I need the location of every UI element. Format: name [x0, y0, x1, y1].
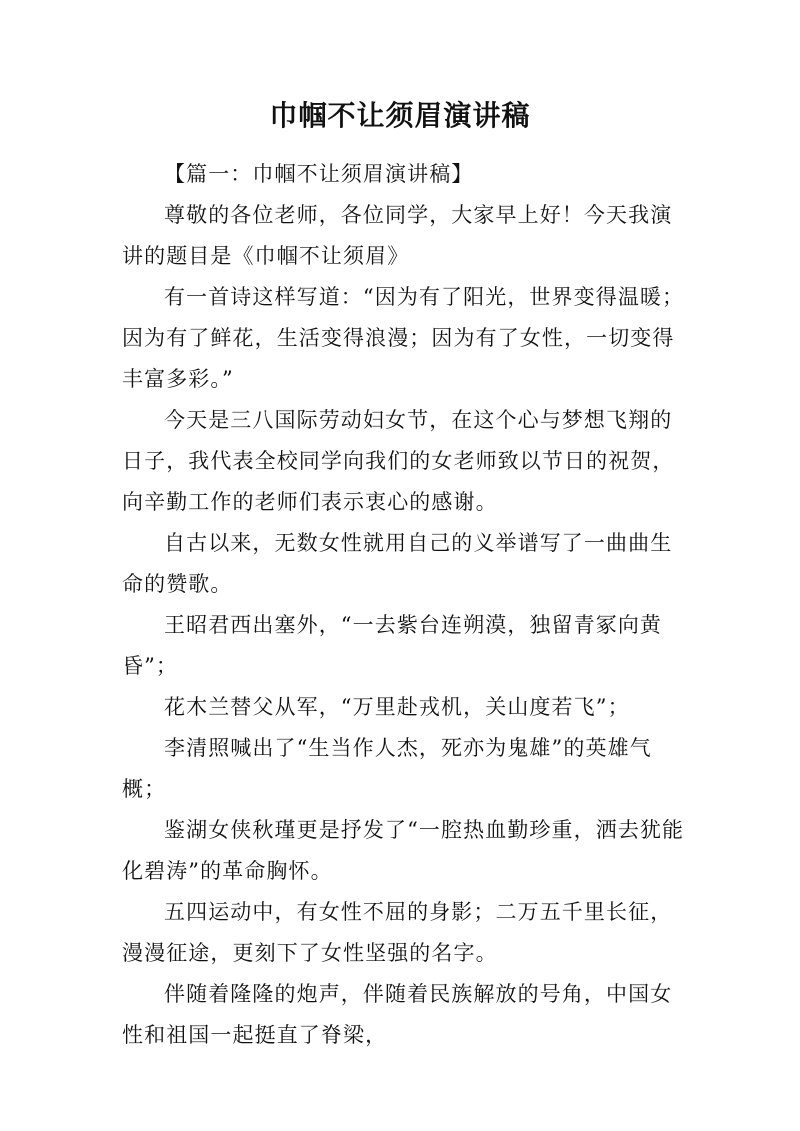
paragraph: 今天是三八国际劳动妇女节，在这个心与梦想飞翔的日子，我代表全校同学向我们的女老师致以节日的祝贺，向辛勤工作的老师们表示衷心的感谢。 — [122, 408, 675, 514]
paragraph: 自古以来，无数女性就用自己的义举谱写了一曲曲生命的赞歌。 — [122, 531, 673, 596]
paragraph: 尊敬的各位老师，各位同学，大家早上好！今天我演讲的题目是《巾帼不让须眉》 — [122, 203, 673, 268]
paragraph: 伴随着隆隆的炮声，伴随着民族解放的号角，中国女性和祖国一起挺直了脊梁， — [122, 982, 673, 1047]
paragraph: 有一首诗这样写道：“因为有了阳光，世界变得温暖；因为有了鲜花，生活变得浪漫；因为有了女性，一切变得丰富多彩。” — [122, 285, 685, 391]
document-body — [122, 154, 692, 1056]
paragraph: 王昭君西出塞外，“一去紫台连朔漠，独留青冢向黄昏”； — [122, 613, 663, 678]
paragraph: 鉴湖女侠秋瑾更是抒发了“一腔热血勤珍重，洒去犹能化碧涛”的革命胸怀。 — [122, 818, 685, 883]
document-title: 巾帼不让须眉演讲稿 — [269, 99, 531, 132]
paragraph: 李清照喊出了“生当作人杰，死亦为鬼雄”的英雄气概； — [122, 736, 652, 801]
paragraph: 花木兰替父从军，“万里赴戎机，关山度若飞”； — [164, 695, 630, 719]
paragraph: 五四运动中，有女性不屈的身影；二万五千里长征，漫漫征途，更刻下了女性坚强的名字。 — [122, 900, 673, 965]
section-heading: 【篇一：巾帼不让须眉演讲稿】 — [164, 162, 474, 186]
